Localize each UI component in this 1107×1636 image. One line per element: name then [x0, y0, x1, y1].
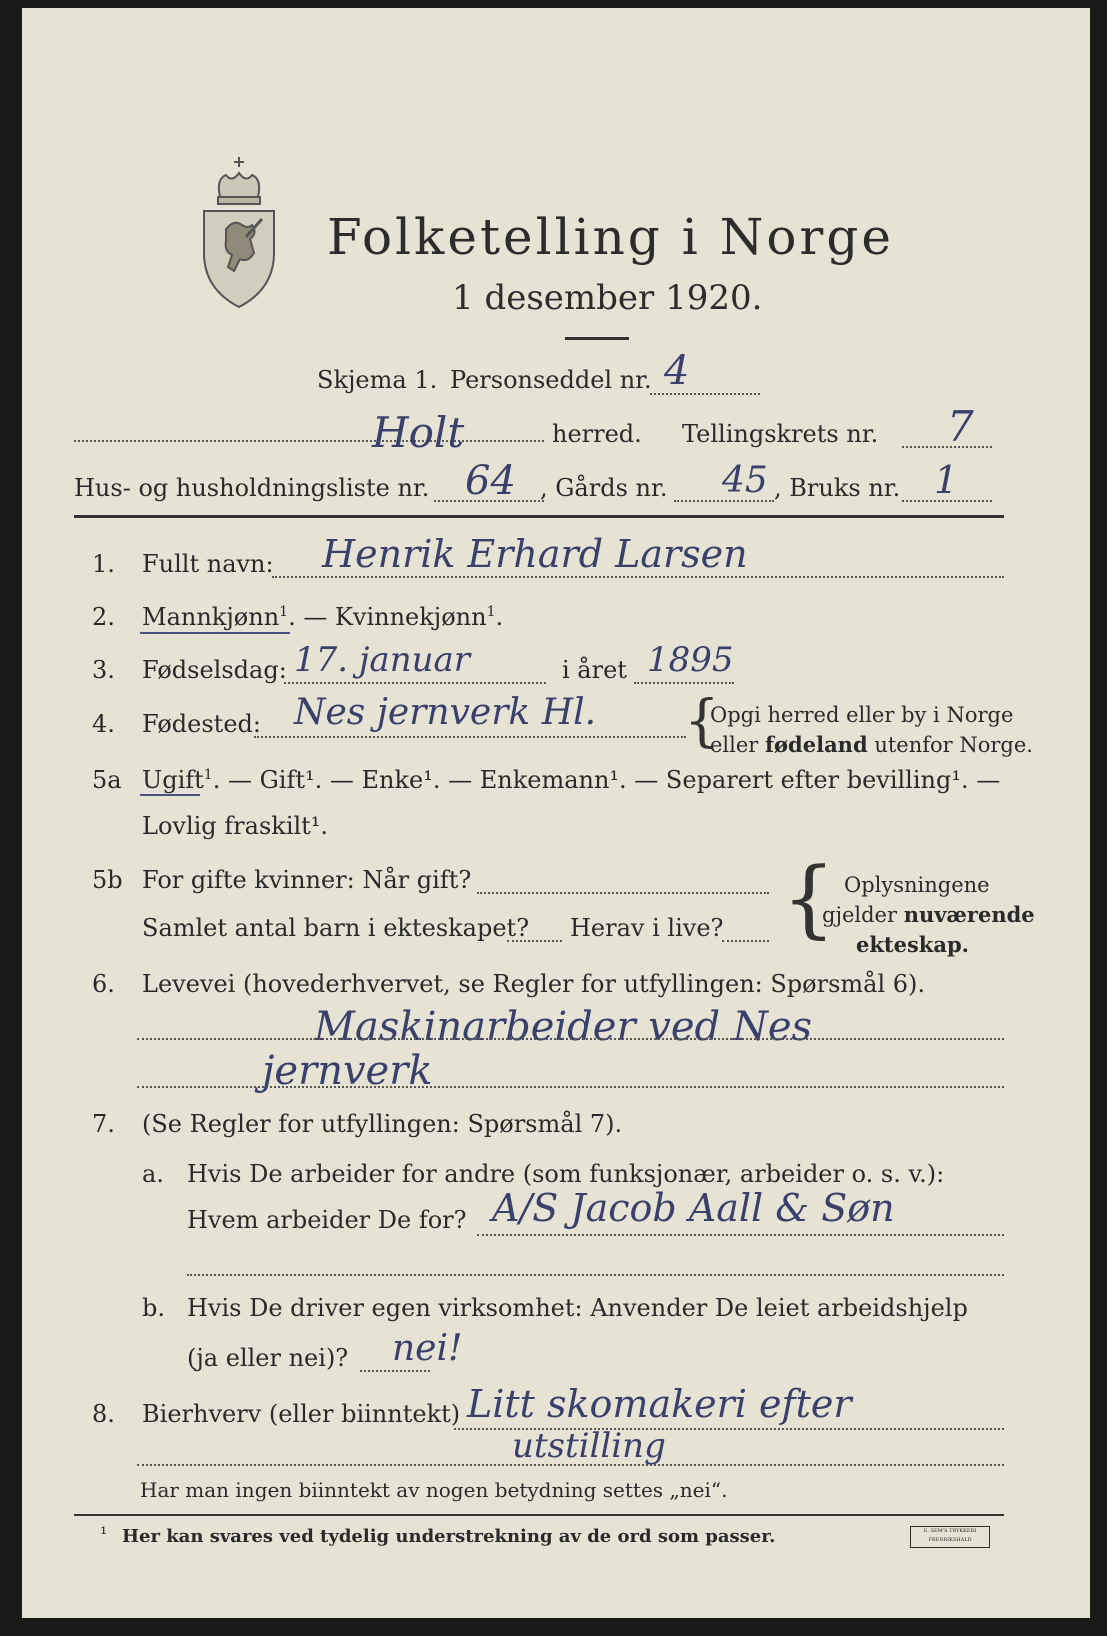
title-divider: [565, 337, 629, 340]
gards-label: , Gårds nr.: [540, 474, 668, 502]
q1-number: 1.: [92, 550, 115, 578]
q5a-ugift-option: Ugift: [142, 766, 204, 794]
q4-note-line2: eller fødeland utenfor Norge.: [710, 732, 1033, 757]
q2-male-option: Mannkjønn: [142, 603, 280, 631]
personseddel-value: 4: [664, 348, 690, 394]
q5a-number: 5a: [92, 766, 122, 794]
printer-stamp-text: E. SEM'S TRYKKERI FREDRIKSHALD: [923, 1528, 977, 1543]
q7a-label2: Hvem arbeider De for?: [187, 1206, 467, 1234]
q2-male-underline: [140, 632, 290, 634]
header-divider: [74, 515, 1004, 518]
q5b-children-dots: [507, 940, 562, 942]
q1-label: Fullt navn:: [142, 550, 274, 578]
q5b-label-alive: Herav i live?: [570, 914, 724, 942]
q1-dots: [272, 576, 1004, 578]
q7-number: 7.: [92, 1110, 115, 1138]
herred-label: herred.: [552, 420, 642, 448]
q5a-other-options: . — Gift¹. — Enke¹. — Enkemann¹. — Separert efter bevilling¹. —: [212, 766, 1001, 794]
q5a-status-options: Ugift$^1$. — Gift¹. — Enke¹. — Enkemann¹. — Separert efter bevilling¹. —: [142, 766, 1001, 794]
q7b-label2: (ja eller nei)?: [187, 1344, 349, 1372]
q6-occupation-value-line1: Maskinarbeider ved Nes: [314, 1004, 813, 1050]
bruks-dots: [902, 500, 992, 502]
q7-label: (Se Regler for utfyllingen: Spørsmål 7).: [142, 1110, 623, 1138]
q7a-letter: a.: [142, 1160, 164, 1188]
q8-number: 8.: [92, 1400, 115, 1428]
q5b-label-children: Samlet antal barn i ekteskapet?: [142, 914, 530, 942]
tellingskrets-label: Tellingskrets nr.: [682, 420, 879, 448]
q6-dots-line2: [137, 1086, 1004, 1088]
q2-separator: . —: [288, 603, 335, 631]
q4-label: Fødested:: [142, 710, 261, 738]
q8-side-income-value-line1: Litt skomakeri efter: [467, 1382, 852, 1426]
q6-dots-line1: [137, 1038, 1004, 1040]
q3-birthdate-value: 17. januar: [294, 640, 471, 680]
q8-side-income-value-line2: utstilling: [512, 1426, 666, 1466]
q4-number: 4.: [92, 710, 115, 738]
q5b-label-married: For gifte kvinner: Når gift?: [142, 866, 472, 894]
q5b-alive-dots: [722, 940, 769, 942]
q3-year-value: 1895: [647, 640, 734, 680]
q7b-label1: Hvis De driver egen virksomhet: Anvender De leiet arbeidshjelp: [187, 1294, 968, 1322]
q3-label: Fødselsdag:: [142, 656, 287, 684]
q7a-employer-value: A/S Jacob Aall & Søn: [492, 1186, 895, 1230]
q2-end: .: [495, 603, 504, 631]
personseddel-label: Personseddel nr.: [450, 366, 652, 394]
printer-stamp: [910, 1526, 990, 1548]
q6-number: 6.: [92, 970, 115, 998]
q1-full-name-value: Henrik Erhard Larsen: [322, 532, 748, 576]
q6-occupation-value-line2: jernverk: [262, 1048, 433, 1094]
q4-note-line1: Opgi herred eller by i Norge: [710, 703, 1014, 727]
bruks-label: , Bruks nr.: [774, 474, 901, 502]
q7b-letter: b.: [142, 1294, 165, 1322]
q4-brace: {: [684, 689, 720, 754]
q7a-dots-line2: [187, 1274, 1004, 1276]
bruks-value: 1: [934, 458, 959, 502]
q5b-married-dots: [477, 892, 769, 894]
q4-dots: [254, 736, 686, 738]
q7b-dots: [360, 1370, 430, 1372]
husliste-value: 64: [465, 458, 516, 504]
q2-gender-options: Mannkjønn$^1$. — Kvinnekjønn$^1$.: [142, 603, 504, 631]
q2-number: 2.: [92, 603, 115, 631]
census-date: 1 desember 1920.: [452, 278, 763, 318]
footnote-mark: ¹: [100, 1524, 108, 1545]
q7b-value: nei!: [392, 1328, 463, 1369]
tellingskrets-dots: [902, 446, 992, 448]
q3-dots: [284, 682, 546, 684]
q5b-note-line3: ekteskap.: [856, 932, 969, 957]
coat-of-arms-icon: [198, 153, 280, 311]
q8-dots-line2: [137, 1464, 1004, 1466]
gards-dots: [674, 500, 774, 502]
q7a-dots-line1: [477, 1234, 1004, 1236]
herred-dots: [74, 440, 544, 442]
q6-label: Levevei (hovederhvervet, se Regler for utfyllingen: Spørsmål 6).: [142, 970, 926, 998]
q2-female-option: Kvinnekjønn: [334, 603, 487, 631]
footnote-text: Her kan svares ved tydelig understrekning av de ord som passer.: [122, 1526, 776, 1547]
q3-year-dots: [634, 682, 734, 684]
footer-divider: [74, 1514, 1004, 1516]
page-title: Folketelling i Norge: [327, 208, 894, 266]
q8-label: Bierhverv (eller biinntekt): [142, 1400, 461, 1428]
q5b-number: 5b: [92, 866, 123, 894]
q5a-ugift-underline: [140, 794, 200, 796]
census-form-page: [22, 8, 1090, 1618]
q5b-brace: {: [782, 849, 836, 947]
q8-note: Har man ingen biinntekt av nogen betydning settes „nei“.: [140, 1478, 728, 1502]
q7a-label1: Hvis De arbeider for andre (som funksjonær, arbeider o. s. v.):: [187, 1160, 945, 1188]
husliste-dots: [434, 500, 544, 502]
personseddel-dots: [650, 393, 760, 395]
gards-value: 45: [722, 460, 768, 501]
q3-number: 3.: [92, 656, 115, 684]
q4-birthplace-value: Nes jernverk Hl.: [294, 692, 597, 733]
tellingskrets-value: 7: [947, 402, 974, 451]
skjema-label: Skjema 1.: [317, 366, 438, 394]
q5b-note-line2: gjelder nuværende: [822, 902, 1035, 927]
herred-value: Holt: [372, 408, 465, 457]
q5b-note-line1: Oplysningene: [844, 873, 990, 897]
q3-year-label: i året: [562, 656, 627, 684]
husliste-label: Hus- og husholdningsliste nr.: [74, 474, 430, 502]
q5a-line2: Lovlig fraskilt¹.: [142, 812, 329, 840]
